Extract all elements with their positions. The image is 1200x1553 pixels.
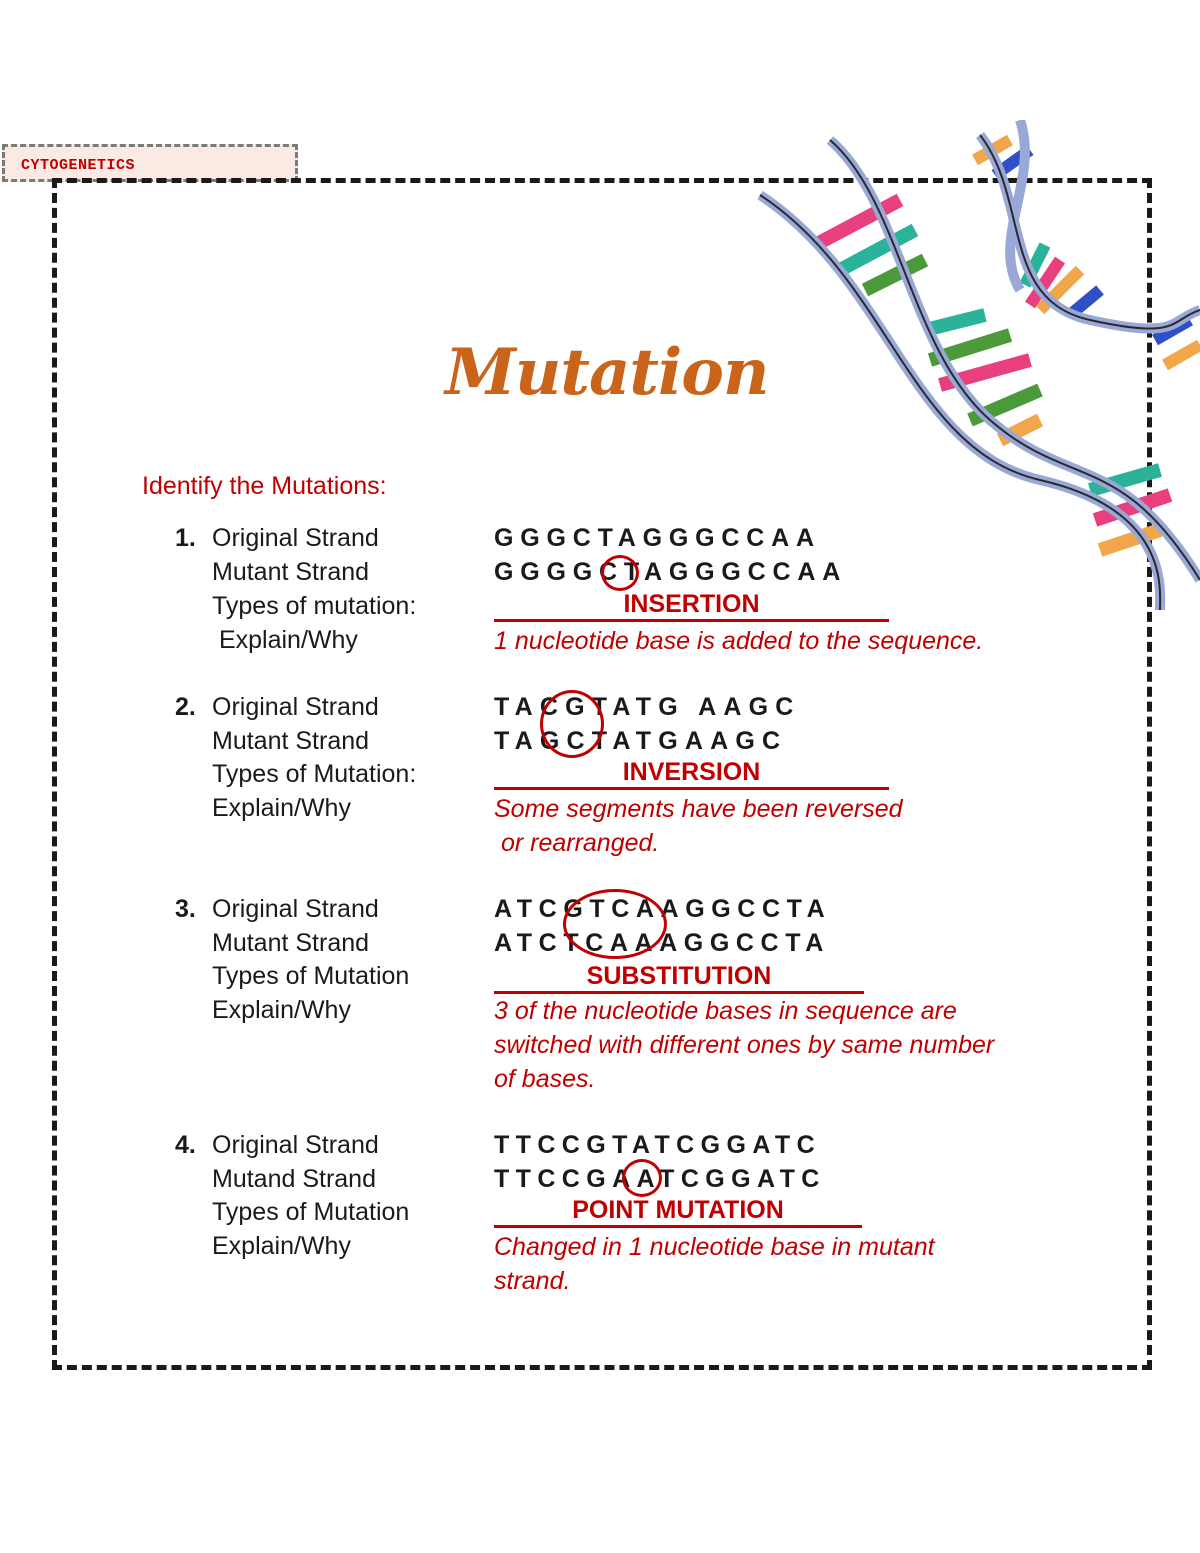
item-number: 1. [175, 524, 196, 552]
mutant-strand-label: Mutant Strand [212, 929, 370, 957]
mutant-sequence: TAGCTATGAAGC [494, 727, 788, 755]
explanation-line: 1 nucleotide base is added to the sequence. [494, 627, 984, 655]
mutation-type-answer: POINT MUTATION [494, 1196, 862, 1228]
explain-label: Explain/Why [212, 794, 351, 822]
item-number: 2. [175, 693, 196, 721]
tab-label: CYTOGENETICS [21, 157, 136, 174]
type-label: Types of Mutation: [212, 760, 417, 788]
mutant-strand-label: Mutant Strand [212, 727, 370, 755]
highlight-circle [622, 1159, 662, 1197]
original-sequence: TTCCGTATCGGATC [494, 1131, 822, 1159]
explanation-line: Changed in 1 nucleotide base in mutant [494, 1233, 935, 1261]
original-sequence: ATCGTCAAGGCCTA [494, 895, 832, 923]
explain-label: Explain/Why [212, 996, 351, 1024]
page-title: Mutation [445, 335, 769, 410]
explanation-line: Some segments have been reversed [494, 795, 903, 823]
explanation-line: or rearranged. [494, 829, 660, 857]
highlight-circle [601, 555, 639, 591]
type-label: Types of Mutation [212, 1198, 410, 1226]
instructions-heading: Identify the Mutations: [142, 472, 387, 500]
mutant-sequence: GGGGCTAGGGCCAA [494, 558, 848, 586]
explanation-line: of bases. [494, 1065, 596, 1093]
explain-label: Explain/Why [212, 626, 358, 654]
mutant-strand-label: Mutant Strand [212, 558, 370, 586]
mutation-type-answer: SUBSTITUTION [494, 962, 864, 994]
original-strand-label: Original Strand [212, 895, 379, 923]
mutant-strand-label: Mutand Strand [212, 1165, 376, 1193]
type-label: Types of mutation: [212, 592, 417, 620]
original-sequence: GGGCTAGGGCCAA [494, 524, 821, 552]
mutant-sequence: TTCCGAATCGGATC [494, 1165, 826, 1193]
explanation-line: switched with different ones by same number [494, 1031, 995, 1059]
explanation-line: 3 of the nucleotide bases in sequence are [494, 997, 957, 1025]
explain-label: Explain/Why [212, 1232, 351, 1260]
section-tab [2, 144, 298, 182]
original-sequence: TACGTATG AAGC [494, 693, 801, 721]
original-strand-label: Original Strand [212, 1131, 379, 1159]
item-number: 3. [175, 895, 196, 923]
original-strand-label: Original Strand [212, 693, 379, 721]
mutation-type-answer: INSERTION [494, 590, 889, 622]
type-label: Types of Mutation [212, 962, 410, 990]
highlight-circle [540, 690, 604, 758]
original-strand-label: Original Strand [212, 524, 379, 552]
explanation-line: strand. [494, 1267, 571, 1295]
highlight-circle [563, 889, 667, 959]
item-number: 4. [175, 1131, 196, 1159]
mutation-type-answer: INVERSION [494, 758, 889, 790]
mutant-sequence: ATCTCAAAGGCCTA [494, 929, 830, 957]
